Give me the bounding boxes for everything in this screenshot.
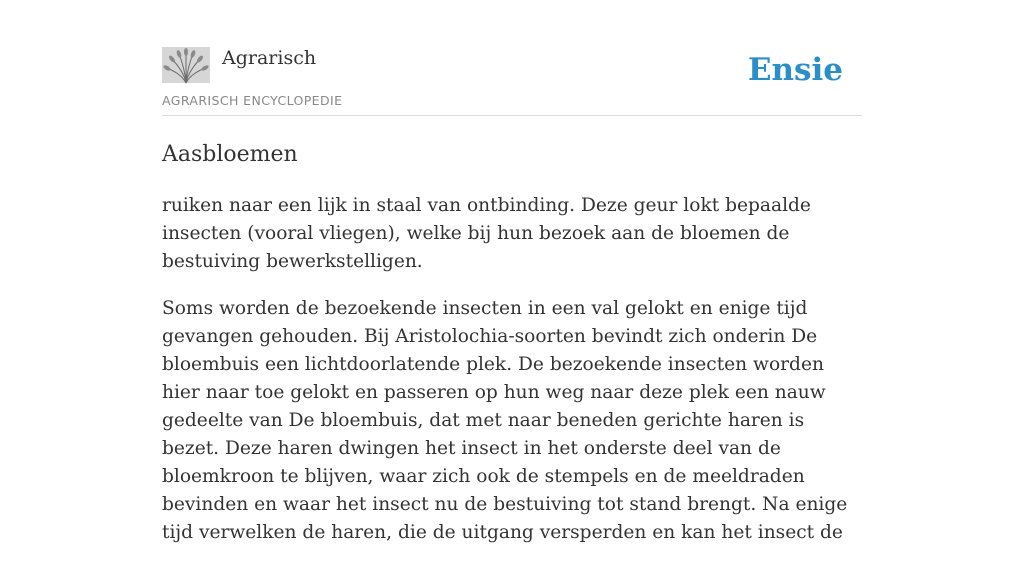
source-name[interactable]: Agrarisch <box>222 47 317 69</box>
article-paragraph: Soms worden de bezoekende insecten in een val gelokt en enige tijd gevangen gehouden. Bij Aristolochia-soorten bevindt zich onderin De bloembuis een lichtdoorlatende plek. De bezoekende insecten worden hier naar toe gelokt en passeren op hun weg naar deze plek een nauw gedeelte van De bloembuis, dat met naar beneden gerichte haren is bezet. Deze haren dwingen het insect in het onderste deel van de bloemkroon te blijven, waar zich ook de stempels en de meeldraden bevinden en waar het insect nu de bestuiving tot stand brengt. Na enige tijd verwelken de haren, die de uitgang versperden en kan het insect de <box>162 298 848 543</box>
page-container <box>162 0 862 543</box>
article-body <box>162 192 862 566</box>
brand-logo[interactable]: Ensie <box>747 52 843 88</box>
source-subtitle[interactable]: AGRARISCH ENCYCLOPEDIE <box>162 93 343 108</box>
article-title: Aasbloemen <box>162 142 298 167</box>
page-header <box>162 0 862 116</box>
article-paragraph: ruiken naar een lijk in staal van ontbinding. Deze geur lokt bepaalde insecten (vooral vliegen), welke bij hun bezoek aan de bloemen de bestuiving bewerkstelligen. <box>162 195 811 272</box>
wheat-sketch-icon[interactable] <box>162 47 210 83</box>
